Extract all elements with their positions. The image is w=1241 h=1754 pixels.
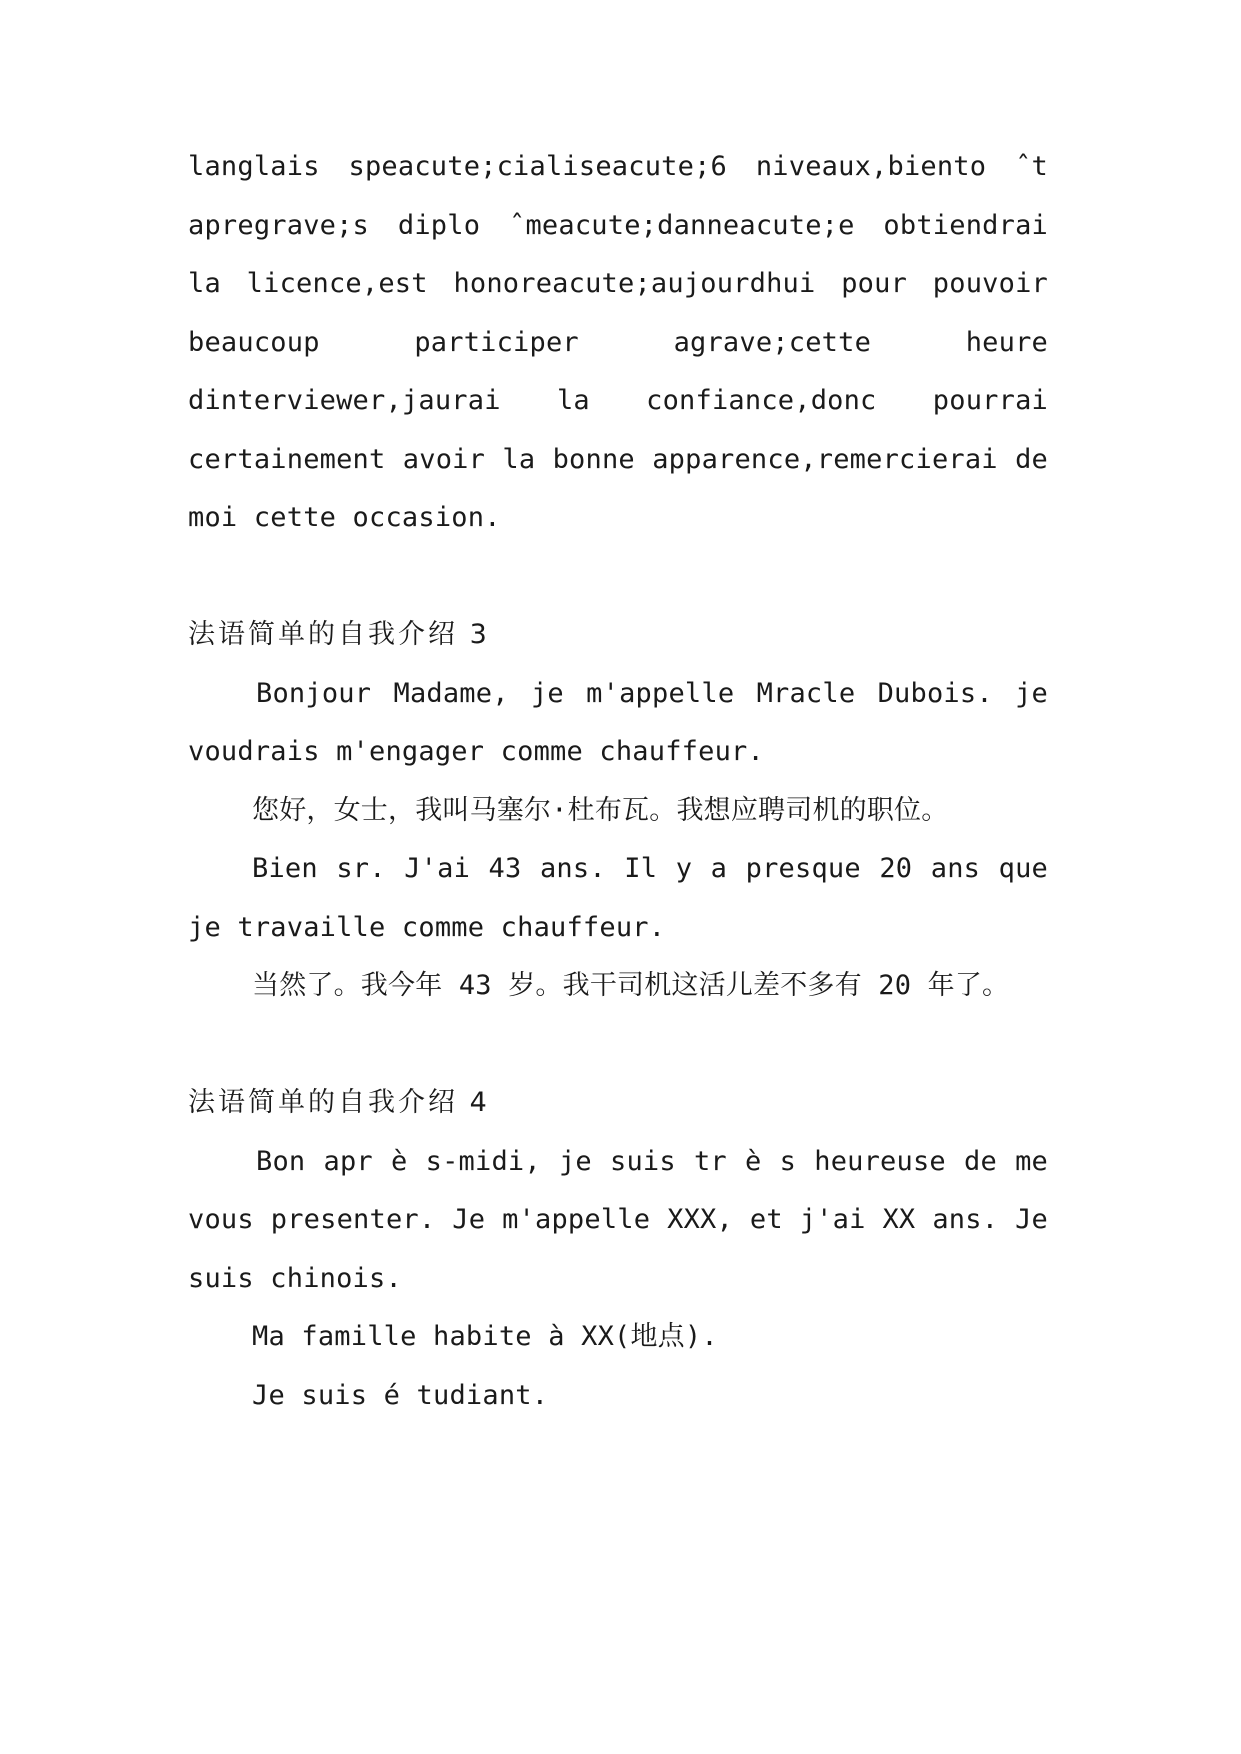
section-3-paragraph-2: 您好，女士，我叫马塞尔·杜布瓦。我想应聘司机的职位。 xyxy=(252,794,949,826)
document-body xyxy=(188,138,1048,1425)
section-3-paragraph-4: 当然了。我今年 43 岁。我干司机这活儿差不多有 20 年了。 xyxy=(252,970,1010,1001)
section-3-heading: 法语简单的自我介绍 3 xyxy=(188,619,490,650)
section-4-paragraph-2: Ma famille habite à XX(地点). xyxy=(252,1321,718,1352)
section-4-paragraph-3: Je suis é tudiant. xyxy=(252,1379,549,1411)
spacer xyxy=(188,1016,1048,1075)
intro-paragraph: langlais speacute;cialiseacute;6 niveaux,biento ˆt apregrave;s diplo ˆmeacute;danneacute;e obtiendrai la licence,est honoreacute;aujourdhui pour pouvoir beaucoup participer agrave;cette heure dinterviewer,jaurai la confiance,donc pourrai certainement avoir la bonne apparence,remercierai de moi cette occasion. xyxy=(188,151,1048,533)
spacer xyxy=(188,548,1048,607)
section-3-paragraph-3: Bien sr. J'ai 43 ans. Il y a presque 20 ans que je travaille comme chauffeur. xyxy=(188,853,1048,943)
section-4-heading: 法语简单的自我介绍 4 xyxy=(188,1087,490,1118)
section-3-paragraph-1: Bonjour Madame, je m'appelle Mracle Dubois. je voudrais m'engager comme chauffeur. xyxy=(188,677,1048,767)
section-4-paragraph-1: Bon apr è s-midi, je suis tr è s heureuse de me vous presenter. Je m'appelle XXX, et j'ai XX ans. Je suis chinois. xyxy=(188,1145,1048,1294)
